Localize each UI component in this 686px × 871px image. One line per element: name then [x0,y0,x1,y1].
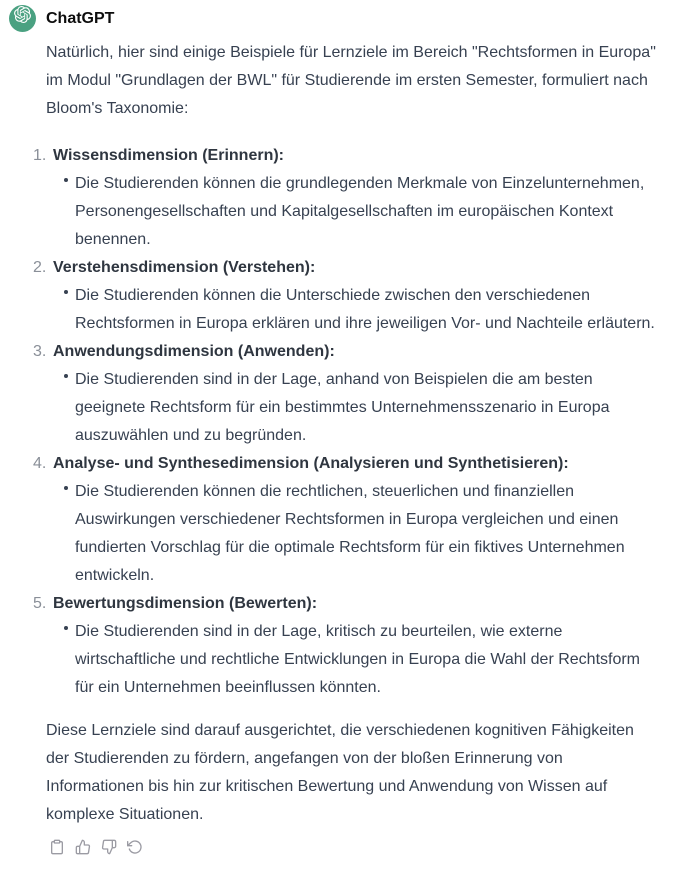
bullet-icon [64,626,68,630]
list-item-heading: Verstehensdimension (Verstehen): [53,259,316,276]
list-item [33,450,660,590]
regenerate-icon [127,839,143,855]
list-item-number: 2. [33,259,47,276]
regenerate-button[interactable] [127,839,143,855]
bullet-icon [64,486,68,490]
list-item-number: 1. [33,147,47,164]
thumbs-down-icon [101,839,117,855]
list-item-bullet-text: Die Studierenden können die rechtlichen, steuerlichen und finanziellen Auswirkungen verschiedener Rechtsformen in Europa vergleichen und einen fundierten Vorschlag für die optimale Rechtsform für ein fiktives Unternehmen entwickeln. [75,483,625,584]
list-item-heading: Bewertungsdimension (Bewerten): [53,595,318,612]
list-item [33,254,660,338]
learning-objectives-list [33,142,660,702]
list-item-heading: Wissensdimension (Erinnern): [53,147,284,164]
message-outro-paragraph: Diese Lernziele sind darauf ausgerichtet, die verschiedenen kognitiven Fähigkeiten der Studierenden zu fördern, angefangen von der bloßen Erinnerung von Informationen bis hin zur kritischen Bewertung und Anwendung von Wissen auf komplexe Situationen. [46,722,634,823]
list-item-number: 4. [33,455,47,472]
list-item [33,142,660,254]
list-item [33,590,660,702]
copy-icon [49,839,65,855]
openai-logo-icon [14,5,31,33]
bullet-icon [64,178,68,182]
thumbs-down-button[interactable] [101,839,117,855]
message-content [33,39,660,855]
list-item-bullet-text: Die Studierenden können die grundlegenden Merkmale von Einzelunternehmen, Personengesellschaften und Kapitalgesellschaften im europäischen Kontext benennen. [75,175,645,248]
copy-button[interactable] [49,839,65,855]
list-item-bullet-text: Die Studierenden sind in der Lage, kritisch zu beurteilen, wie externe wirtschaftliche und rechtliche Entwicklungen in Europa die Wahl der Rechtsform für ein Unternehmen beeinflussen könnten. [75,623,641,696]
list-item-number: 3. [33,343,47,360]
list-item [33,338,660,450]
message-intro-paragraph: Natürlich, hier sind einige Beispiele für Lernziele im Bereich "Rechtsformen in Europa" im Modul "Grundlagen der BWL" für Studierende im ersten Semester, formuliert nach Bloom's Taxonomie: [46,44,656,117]
bullet-icon [64,374,68,378]
list-item-heading: Anwendungsdimension (Anwenden): [53,343,335,360]
bullet-icon [64,290,68,294]
list-item-bullet-text: Die Studierenden können die Unterschiede zwischen den verschiedenen Rechtsformen in Europa erklären und ihre jeweiligen Vor- und Nachteile erläutern. [75,287,655,332]
message-action-bar [49,839,660,855]
thumbs-up-icon [75,839,91,855]
assistant-name: ChatGPT [46,10,115,27]
list-item-number: 5. [33,595,47,612]
chatgpt-avatar [9,5,36,32]
thumbs-up-button[interactable] [75,839,91,855]
list-item-bullet-text: Die Studierenden sind in der Lage, anhand von Beispielen die am besten geeignete Rechtsform für ein bestimmtes Unternehmensszenario in Europa auszuwählen und zu begründen. [75,371,610,444]
list-item-heading: Analyse- und Synthesedimension (Analysieren und Synthetisieren): [53,455,569,472]
message-header [9,5,660,32]
